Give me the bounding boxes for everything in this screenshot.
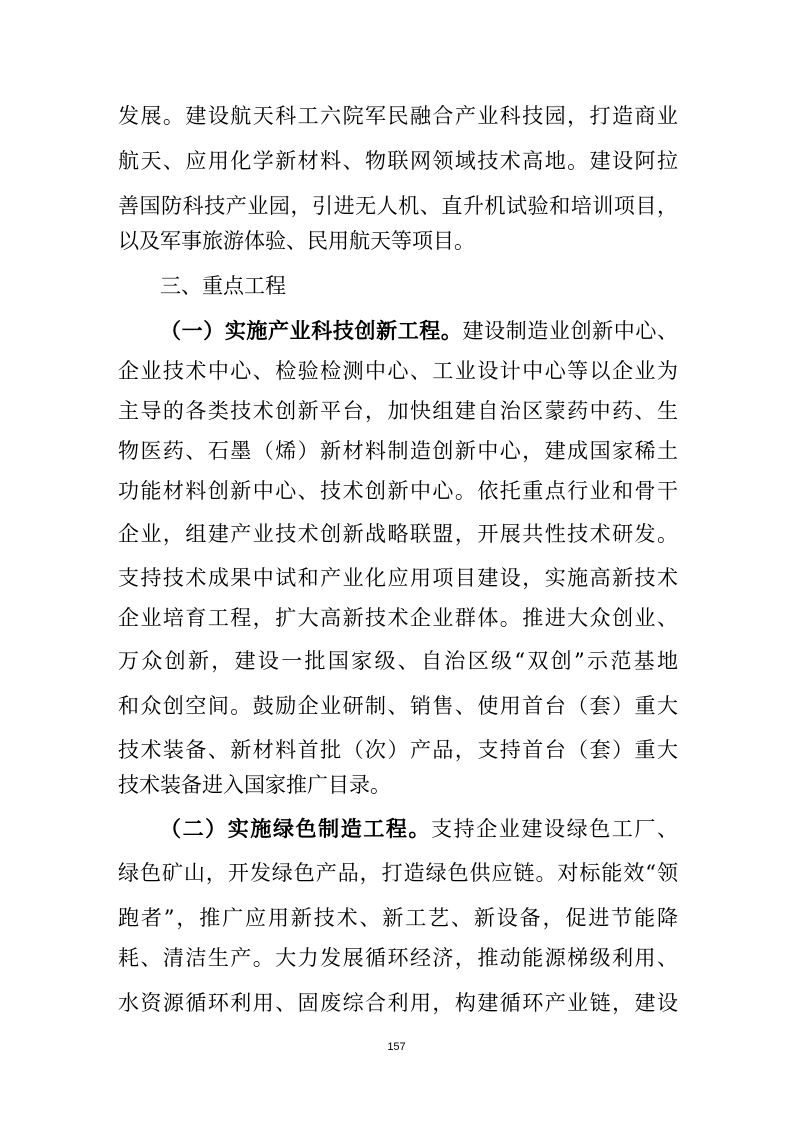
paragraph-line: 物医药、石墨（烯）新材料制造创新中心，建成国家稀土 <box>118 439 678 463</box>
paragraph-text: 建设制造业创新中心、 <box>462 319 679 343</box>
paragraph-line: 和众创空间。鼓励企业研制、销售、使用首台（套）重大 <box>118 694 678 718</box>
paragraph-line: 发展。建设航天科工六院军民融合产业科技园，打造商业 <box>118 104 678 128</box>
paragraph-first-line <box>160 314 678 348</box>
paragraph-line: 企业，组建产业技术创新战略联盟，开展共性技术研发。 <box>118 522 678 546</box>
section-heading: 三、重点工程 <box>160 274 286 298</box>
paragraph-line: 绿色矿山，开发绿色产品，打造绿色供应链。对标能效“领 <box>118 861 678 885</box>
paragraph-line: 水资源循环利用、固废综合利用，构建循环产业链，建设 <box>118 991 678 1015</box>
paragraph-line: 跑者”，推广应用新技术、新工艺、新设备，促进节能降 <box>118 906 678 930</box>
paragraph-line: 万众创新，建设一批国家级、自治区级“双创”示范基地 <box>118 649 678 673</box>
paragraph-line: 主导的各类技术创新平台，加快组建自治区蒙药中药、生 <box>118 399 678 423</box>
paragraph-first-line <box>160 812 678 846</box>
paragraph-text: 支持企业建设绿色工厂、 <box>431 817 679 841</box>
paragraph-line: 航天、应用化学新材料、物联网领域技术高地。建设阿拉 <box>118 149 678 173</box>
paragraph-lead-title: （一）实施产业科技创新工程。 <box>160 319 463 343</box>
paragraph-line: 功能材料创新中心、技术创新中心。依托重点行业和骨干 <box>118 479 678 503</box>
paragraph-line: 企业技术中心、检验检测中心、工业设计中心等以企业为 <box>118 359 678 383</box>
paragraph-line: 技术装备进入国家推广目录。 <box>118 773 391 797</box>
paragraph-line: 耗、清洁生产。大力发展循环经济，推动能源梯级利用、 <box>118 946 678 970</box>
page-number: 157 <box>387 1041 406 1053</box>
paragraph-line: 企业培育工程，扩大高新技术企业群体。推进大众创业、 <box>118 606 678 630</box>
paragraph-line: 技术装备、新材料首批（次）产品，支持首台（套）重大 <box>118 738 678 762</box>
paragraph-line: 善国防科技产业园，引进无人机、直升机试验和培训项目， <box>118 194 678 218</box>
paragraph-line: 支持技术成果中试和产业化应用项目建设，实施高新技术 <box>118 566 678 590</box>
paragraph-lead-title: （二）实施绿色制造工程。 <box>160 817 432 841</box>
paragraph-line: 以及军事旅游体验、民用航天等项目。 <box>118 229 475 253</box>
